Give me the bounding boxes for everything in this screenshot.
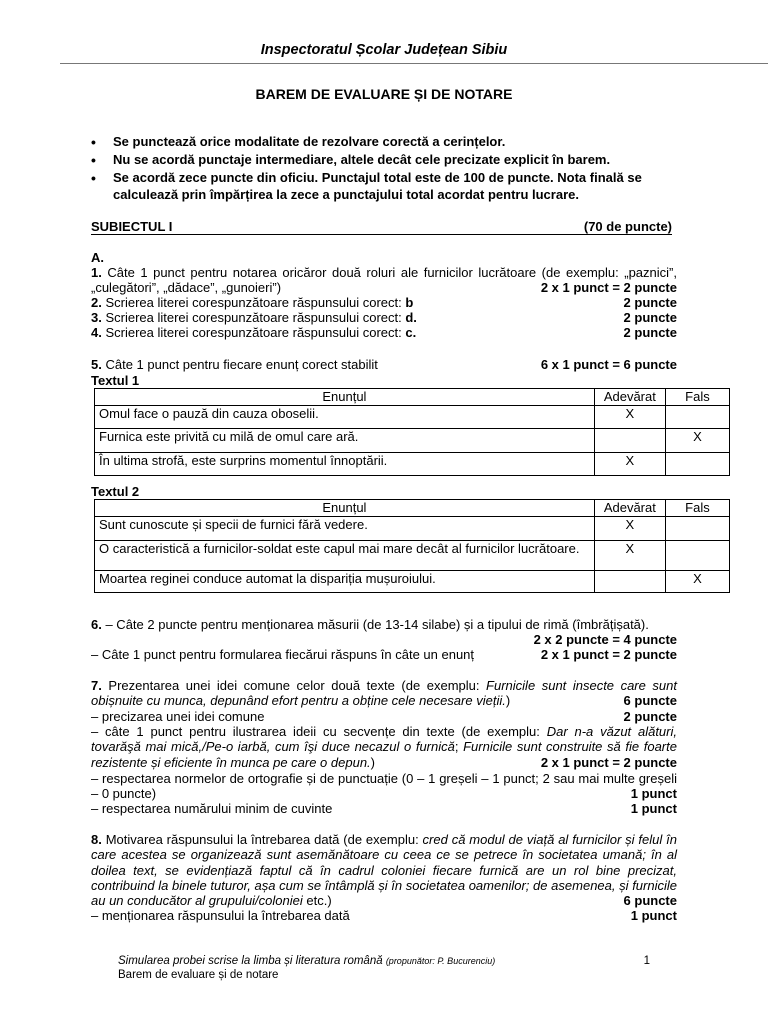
item-3-number: 3. bbox=[91, 310, 102, 325]
item-4-answer: c. bbox=[405, 325, 417, 340]
statement-cell: O caracteristică a furnicilor-soldat este capul mai mare decât al furnicilor lucrătoare. bbox=[95, 540, 595, 570]
item-7-intro-text: Prezentarea unei idei comune celor două texte (de exemplu: bbox=[108, 678, 487, 693]
true-cell: X bbox=[594, 516, 665, 540]
item-5-number: 5. bbox=[91, 357, 102, 372]
statement-cell: Moartea reginei conduce automat la dispariția mușuroiului. bbox=[95, 570, 595, 592]
false-cell bbox=[665, 540, 729, 570]
header-institution: Inspectoratul Școlar Județean Sibiu bbox=[260, 42, 508, 58]
true-cell: X bbox=[594, 452, 665, 475]
item-7-number: 7. bbox=[91, 678, 102, 693]
item-4-number: 4. bbox=[91, 325, 102, 340]
table-row bbox=[95, 570, 730, 592]
item-8-example: cred că modul de viață al furnicilor și felul în care acestea se organizează sunt asemănătoare cu ceea ce se petrece în societatea umană; în al doilea text, se evidențiază faptul că în cadrul coloniei fiecare furnică are un rol bine precizat, contribuind la binele tuturor, așa cum se întâmplă și în societatea oamenilor; de asemenea, și furnicile au un conducător al grupului/coloniei bbox=[91, 832, 677, 909]
item-6-line-2 bbox=[91, 647, 677, 662]
item-7-sub-2-quote-1: Dar n-a văzut alături, tovarăşă mai mică,/Pe-o iarbă, cum îşi duce necazul o furnică bbox=[91, 724, 677, 755]
table-header-row bbox=[95, 389, 730, 406]
text-2-table bbox=[94, 499, 730, 593]
subject-label: SUBIECTUL I bbox=[91, 219, 173, 234]
document-title: BAREM DE EVALUARE ȘI DE NOTARE bbox=[255, 86, 513, 102]
header-divider bbox=[60, 63, 768, 64]
item-7-total-row bbox=[91, 693, 677, 708]
item-2-text: Scrierea literei corespunzătoare răspunsului corect: bbox=[105, 295, 402, 310]
item-5-score: 6 x 1 punct = 6 puncte bbox=[540, 357, 677, 372]
item-1-score-row bbox=[91, 280, 677, 295]
statement-cell: În ultima strofă, este surprins momentul înnoptării. bbox=[95, 452, 595, 475]
false-cell bbox=[665, 516, 729, 540]
item-2-score: 2 puncte bbox=[623, 295, 677, 310]
item-6-text-2: – Câte 1 punct pentru formularea fiecărui răspuns în câte un enunț bbox=[91, 647, 475, 662]
item-3 bbox=[91, 310, 677, 325]
item-6-score-2: 2 x 1 punct = 2 puncte bbox=[540, 647, 677, 662]
table-row bbox=[95, 452, 730, 475]
item-4-score: 2 puncte bbox=[623, 325, 677, 340]
footer-proposer: (propunător: P. Bucurenciu) bbox=[385, 956, 496, 966]
footer-line-1 bbox=[118, 955, 658, 967]
rule-item: • Se acordă zece puncte din oficiu. Punctajul total este de 100 de puncte. Nota finală se calculează prin împărțirea la zece a punctajului total acordat pentru lucrare. bbox=[91, 170, 681, 203]
item-5-text: Câte 1 punct pentru fiecare enunț corect stabilit bbox=[105, 357, 378, 372]
item-7-sub-2-score-row bbox=[91, 755, 677, 770]
item-8-intro-end: etc.) bbox=[302, 893, 332, 909]
rule-item: • Nu se acordă punctaje intermediare, altele decât cele precizate explicit în barem. bbox=[91, 152, 681, 169]
item-4-text: Scrierea literei corespunzătoare răspunsului corect: bbox=[105, 325, 402, 340]
item-2-number: 2. bbox=[91, 295, 102, 310]
header-true: Adevărat bbox=[594, 500, 665, 517]
false-cell: X bbox=[665, 428, 729, 452]
statement-cell: Omul face o pauză din cauza oboselii. bbox=[95, 405, 595, 428]
page-number: 1 bbox=[643, 955, 650, 967]
item-7-sub-2-sep: ; bbox=[454, 739, 464, 755]
footer-line-2: Barem de evaluare și de notare bbox=[118, 969, 279, 981]
item-7-sub-2-end: ) bbox=[370, 754, 376, 770]
item-1-text: Câte 1 punct pentru notarea oricăror două roluri ale furnicilor lucrătoare (de exemplu: „paznici”, „culegători”, „dădace”, „gunoieri”) bbox=[91, 265, 677, 296]
true-cell: X bbox=[594, 405, 665, 428]
item-8-sub-1-text: – menționarea răspunsului la întrebarea dată bbox=[91, 908, 350, 923]
item-7-sub-3-score-row bbox=[91, 786, 677, 801]
item-7-sub-2-quote-2: Furnicile sunt construite să fie foarte rezistente și eficiente în munca pe care o depun. bbox=[91, 739, 677, 770]
item-6-text-1: – Câte 2 puncte pentru menționarea măsurii (de 13-14 silabe) și a tipului de rimă (îmbrățișată). bbox=[105, 617, 649, 632]
table-row bbox=[95, 516, 730, 540]
false-cell bbox=[665, 405, 729, 428]
item-8-intro-text: Motivarea răspunsului la întrebarea dată (de exemplu: bbox=[105, 832, 423, 847]
text-1-label: Textul 1 bbox=[91, 373, 140, 388]
item-8-total-score: 6 puncte bbox=[623, 893, 677, 908]
header-true: Adevărat bbox=[594, 389, 665, 406]
item-7-intro-end: ) bbox=[505, 693, 511, 709]
table-row bbox=[95, 405, 730, 428]
item-7-sub-1 bbox=[91, 709, 677, 724]
item-6-line-1 bbox=[91, 617, 677, 632]
item-3-score: 2 puncte bbox=[623, 310, 677, 325]
text-2-label: Textul 2 bbox=[91, 484, 140, 499]
item-4 bbox=[91, 325, 677, 340]
table-header-row bbox=[95, 500, 730, 517]
true-cell bbox=[594, 428, 665, 452]
false-cell bbox=[665, 452, 729, 475]
item-7-sub-4-score: 1 punct bbox=[630, 801, 677, 816]
item-7-sub-2-score: 2 x 1 punct = 2 puncte bbox=[540, 755, 677, 770]
item-6-score-1: 2 x 2 puncte = 4 puncte bbox=[533, 632, 677, 647]
true-cell bbox=[594, 570, 665, 592]
item-8-sub-1-score: 1 punct bbox=[630, 908, 677, 923]
item-2-answer: b bbox=[405, 295, 414, 310]
header-false: Fals bbox=[665, 389, 729, 406]
item-5 bbox=[91, 357, 677, 372]
statement-cell: Sunt cunoscute și specii de furnici fără vedere. bbox=[95, 516, 595, 540]
item-7-sub-3-score: 1 punct bbox=[630, 786, 677, 801]
item-7-sub-3-text: – respectarea normelor de ortografie și de punctuație (0 – 1 greșeli – 1 punct; 2 sau mai multe greșeli – 0 puncte) bbox=[91, 771, 677, 802]
table-row bbox=[95, 428, 730, 452]
item-7-sub-4 bbox=[91, 801, 677, 816]
footer-exam-title: Simularea probei scrise la limba și literatura română bbox=[118, 955, 383, 967]
item-7-example: Furnicile sunt insecte care sunt obișnuite cu munca, depunând efort pentru a obține cele necesare vieții. bbox=[91, 678, 677, 709]
item-6-score-row-1 bbox=[91, 632, 677, 647]
header-false: Fals bbox=[665, 500, 729, 517]
item-1-score: 2 x 1 punct = 2 puncte bbox=[540, 280, 677, 295]
item-7-sub-2-start: – câte 1 punct pentru ilustrarea ideii cu secvențe din texte (de exemplu: bbox=[91, 724, 547, 739]
item-8-total-row bbox=[91, 893, 677, 908]
section-a-label: A. bbox=[91, 250, 104, 265]
rule-item: • Se punctează orice modalitate de rezolvare corectă a cerințelor. bbox=[91, 134, 681, 151]
item-1-number: 1. bbox=[91, 265, 102, 280]
item-8-number: 8. bbox=[91, 832, 102, 847]
item-7-sub-1-score: 2 puncte bbox=[623, 709, 677, 724]
item-6-number: 6. bbox=[91, 617, 102, 632]
item-7-total-score: 6 puncte bbox=[623, 693, 677, 708]
general-rules-list bbox=[91, 134, 681, 205]
header-statement: Enunțul bbox=[95, 389, 595, 406]
header-statement: Enunțul bbox=[95, 500, 595, 517]
item-3-answer: d. bbox=[405, 310, 417, 325]
item-2 bbox=[91, 295, 677, 310]
item-7-sub-1-text: – precizarea unei idei comune bbox=[91, 709, 265, 724]
subject-heading bbox=[91, 219, 672, 235]
item-3-text: Scrierea literei corespunzătoare răspunsului corect: bbox=[105, 310, 402, 325]
statement-cell: Furnica este privită cu milă de omul care ară. bbox=[95, 428, 595, 452]
false-cell: X bbox=[665, 570, 729, 592]
text-1-table bbox=[94, 388, 730, 476]
item-7-sub-4-text: – respectarea numărului minim de cuvinte bbox=[91, 801, 333, 816]
subject-points: (70 de puncte) bbox=[583, 219, 672, 234]
item-8-sub-1 bbox=[91, 908, 677, 923]
true-cell: X bbox=[594, 540, 665, 570]
table-row bbox=[95, 540, 730, 570]
